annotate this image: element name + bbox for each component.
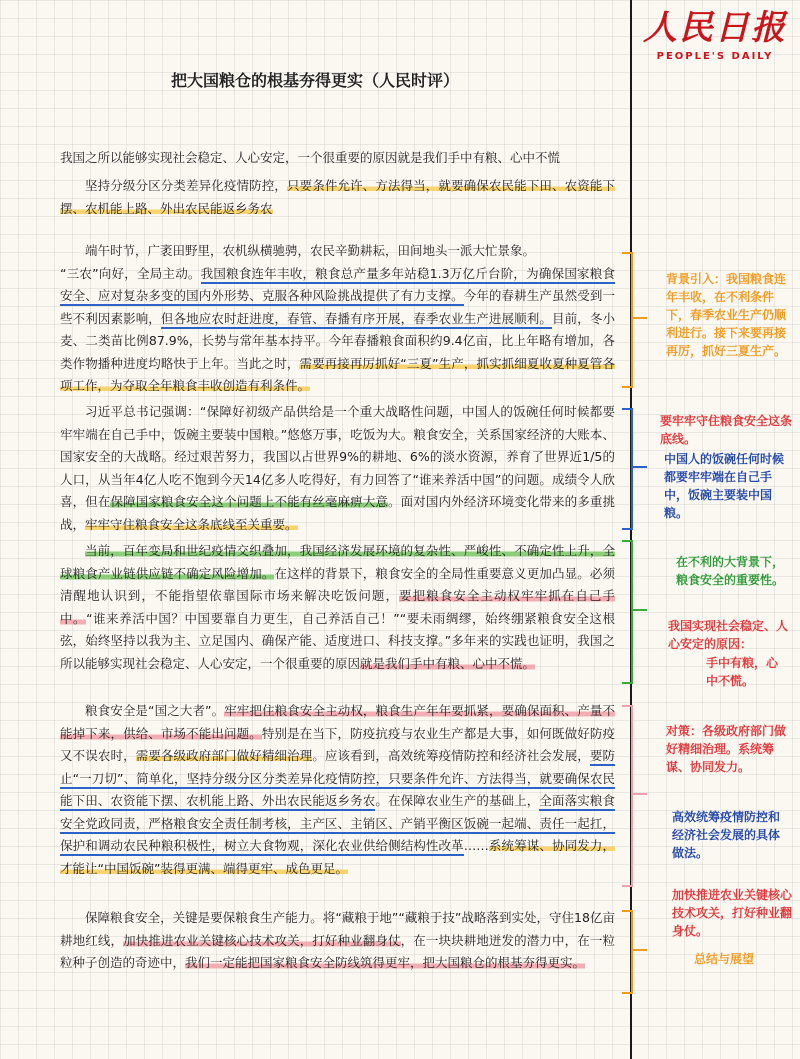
note-importance: 在不利的大背景下，粮食安全的重要性。 [676, 555, 785, 587]
bracket-tick-importance [633, 609, 647, 611]
logo-chinese: 人民日报 [643, 8, 787, 48]
note-measures: 对策：各级政府部门做好精细治理。系统筹谋、协同发力。 [666, 724, 787, 774]
bracket-quote [622, 408, 633, 530]
note-background: 背景引入：我国粮食连年丰收，在不利条件下，春季农业生产仍顺利进行。接下来要再接再厉，抓好三夏生产。 [666, 272, 787, 358]
logo-english: PEOPLE'S DAILY [656, 51, 774, 62]
intro-line-2: 坚持分级分区分类差异化疫情防控，只要条件允许、方法得当，就要确保农民能下田、农资能下摆、农机能上路、外出农民能返乡务农 [60, 178, 615, 216]
paragraph-1: 端午时节，广袤田野里，农机纵横驰骋，农民辛勤耕耘，田间地头一派大忙景象。 “三农”向好，全局主动。我国粮食连年丰收，粮食总产量多年站稳1.3万亿斤台阶，为确保国家粮食安全、应对复杂多变的国内外形势、克服各种风险挑战提供了有力支撑。今年的春耕生产虽然受到一些不利因素影响，但各地应农时赶进度，春管、春播有序开展，春季农业生产进展顺利。目前，冬小麦、二类苗比例87.9%，长势与常年基本持平。今年春播粮食面积约9.4亿亩，比上年略有增加，各类作物播种进度均略快于上年。当此之时，需要再接再厉抓好“三夏”生产，抓实抓细夏收夏种夏管各项工作，为夺取全年粮食丰收创造有利条件。 [60, 243, 615, 393]
note-rice-bowl: 中国人的饭碗任何时候都要牢牢端在自己手中，饭碗主要装中国粮。 [664, 452, 785, 520]
bracket-tick-quote [633, 466, 647, 468]
bracket-tick-measures [633, 793, 647, 795]
note-methods: 高效统筹疫情防控和经济社会发展的具体做法。 [672, 810, 781, 860]
note-tech: 加快推进农业关键核心技术攻关，打好种业翻身仗。 [672, 888, 793, 938]
article-title: 把大国粮仓的根基夯得更实（人民时评） [170, 71, 459, 90]
bracket-summary [622, 910, 633, 994]
bracket-tick-background [633, 317, 647, 319]
note-reason-answer: 手中有粮，心中不慌。 [706, 656, 779, 688]
note-summary: 总结与展望 [694, 952, 755, 966]
bracket-measures [622, 705, 633, 887]
note-bottom-line: 要牢牢守住粮食安全这条底线。 [660, 414, 793, 446]
bracket-importance [622, 540, 633, 684]
note-reason: 我国实现社会稳定、人心安定的原因： [668, 619, 789, 651]
paragraph-4: 粮食安全是“国之大者”。牢牢把住粮食安全主动权，粮食生产年年要抓紧，要确保面积、产量不能掉下来，供给、市场不能出问题。特别是在当下，防疫抗疫与农业生产都是大事，如何既做好防疫又不误农时，需要各级政府部门做好精细治理。应该看到，高效统筹疫情防控和经济社会发展，要防止“一刀切”、简单化，坚持分级分区分类差异化疫情防控，只要条件允许、方法得当，就要确保农民能下田、农资能下摆、农机能上路、外出农民能返乡务农。在保障农业生产的基础上，全面落实粮食安全党政同责，严格粮食安全责任制考核，主产区、主销区、产销平衡区饭碗一起端、责任一起扛，保护和调动农民种粮积极性，树立大食物观，深化农业供给侧结构性改革……系统筹谋、协同发力，才能让“中国饭碗”装得更满、端得更牢、成色更足。 [60, 703, 615, 876]
paragraph-3: 当前，百年变局和世纪疫情交织叠加，我国经济发展环境的复杂性、严峻性、不确定性上升，全球粮食产业链供应链不确定风险增加。在这样的背景下，粮食安全的全局性重要意义更加凸显。必须清醒地认识到，不能指望依靠国际市场来解决吃饭问题，要把粮食安全主动权牢牢抓在自己手中。“谁来养活中国？中国要靠自力更生，自己养活自己！”“要未雨绸缪，始终绷紧粮食安全这根弦，始终坚持以我为主、立足国内、确保产能、适度进口、科技支撑。”多年来的实践也证明，我国之所以能够实现社会稳定、人心安定，一个很重要的原因就是我们手中有粮、心中不慌。 [60, 543, 615, 671]
paragraph-2: 习近平总书记强调：“保障好初级产品供给是一个重大战略性问题，中国人的饭碗任何时候都要牢牢端在自己手中，饭碗主要装中国粮。”悠悠万事，吃饭为大。粮食安全，关系国家经济的大账本、国家安全的大战略。经过艰苦努力，我国以占世界9%的耕地、6%的淡水资源，养育了世界近1/5的人口，从当年4亿人吃不饱到今天14亿多人吃得好，有力回答了“谁来养活中国”的问题。成绩令人欣喜，但在保障国家粮食安全这个问题上不能有丝毫麻痹大意。面对国内外经济环境变化带来的多重挑战，牢牢守住粮食安全这条底线至关重要。 [60, 404, 615, 532]
bracket-tick-summary [633, 949, 647, 951]
intro-line-1: 我国之所以能够实现社会稳定、人心安定，一个很重要的原因就是我们手中有粮、心中不慌 [60, 150, 561, 165]
peoples-daily-logo [640, 6, 790, 64]
bracket-background [622, 252, 633, 388]
paragraph-5: 保障粮食安全，关键是要保粮食生产能力。将“藏粮于地”“藏粮于技”战略落到实处，守住18亿亩耕地红线，加快推进农业关键核心技术攻关，打好种业翻身仗，在一块块耕地迸发的潜力中，在一粒粒种子创造的奇迹中，我们一定能把国家粮食安全防线筑得更牢，把大国粮仓的根基夯得更实。 [60, 910, 615, 970]
